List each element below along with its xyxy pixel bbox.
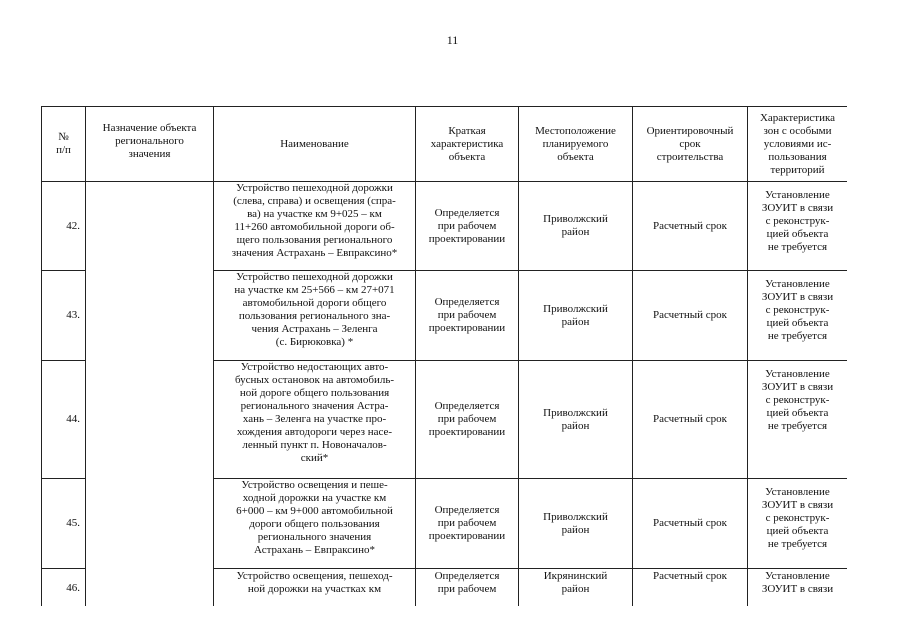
object-location — [519, 569, 633, 607]
text-line: Устройство пешеходной дорожки — [236, 271, 393, 283]
text-line: цией объекта — [766, 317, 829, 329]
text-line: (с. Бирюковка) * — [275, 336, 354, 348]
text-line: проектировании — [428, 426, 506, 438]
text-line: Приволжский — [543, 510, 608, 523]
text-line: Установление — [765, 368, 830, 380]
text-line: цией объекта — [766, 407, 829, 419]
object-name — [214, 479, 416, 569]
brief-characteristic — [416, 182, 519, 271]
text-line: ленный пункт п. Новоначалов- — [242, 439, 387, 451]
text-line: значения Астрахань – Евпраксино* — [231, 247, 398, 259]
text-line: пользования — [768, 150, 827, 163]
text-line: Устройство пешеходной дорожки — [236, 182, 393, 194]
text-line: Установление — [765, 486, 830, 498]
object-location — [519, 182, 633, 271]
text-line: ЗОУИТ в связи — [761, 202, 834, 214]
text-line: Определяется — [434, 570, 500, 582]
text-line: Приволжский — [543, 406, 608, 419]
header-name — [214, 107, 416, 182]
header-location — [519, 107, 633, 182]
construction-term — [633, 569, 748, 607]
text-line: Определяется — [434, 296, 500, 308]
brief-characteristic — [416, 569, 519, 607]
text-line: район — [561, 523, 590, 536]
header-zones — [748, 107, 848, 182]
text-line: Определяется — [434, 206, 500, 219]
zones-characteristic — [748, 361, 848, 479]
text-line: регионального — [115, 135, 184, 147]
construction-term — [633, 361, 748, 479]
text-line: Приволжский — [543, 213, 608, 225]
text-line: Устройство освещения, пешеход- — [236, 570, 393, 582]
object-name — [214, 361, 416, 479]
zones-characteristic — [748, 569, 848, 607]
text-line: значения — [128, 148, 171, 160]
text-line: Устройство недостающих авто- — [240, 361, 389, 373]
text-line: Ориентировочный — [646, 124, 734, 137]
text-line: с реконструк- — [765, 304, 830, 316]
zones-characteristic — [748, 479, 848, 569]
text-line: хождения автодороги через насе- — [236, 426, 393, 438]
text-line: с реконструк- — [765, 215, 830, 227]
zones-characteristic — [748, 182, 848, 271]
header-purpose — [86, 107, 214, 182]
text-line: район — [561, 419, 590, 432]
text-line: ной дорожки на участках км — [247, 583, 382, 595]
text-line: регионального значения — [257, 531, 372, 543]
text-line: Икрянинский — [543, 570, 608, 582]
text-line: ва) на участке км 9+025 – км — [247, 208, 382, 220]
object-name — [214, 271, 416, 361]
text-line: Определяется — [434, 400, 500, 412]
text-line: Местоположение — [535, 124, 616, 137]
text-line: Краткая — [448, 124, 486, 137]
text-line: при рабочем — [437, 219, 497, 232]
page-number: 11 — [446, 33, 459, 47]
text-line: п/п — [56, 144, 71, 156]
text-line: на участке км 25+566 – км 27+071 — [234, 284, 395, 296]
text-line: при рабочем — [437, 413, 497, 425]
object-location — [519, 271, 633, 361]
text-line: объекта — [557, 150, 594, 163]
text-line: (слева, справа) и освещения (спра- — [233, 195, 396, 207]
text-line: ЗОУИТ в связи — [761, 583, 834, 595]
table-row — [42, 182, 848, 271]
text-line: Назначение объекта — [102, 122, 197, 134]
text-line: не требуется — [767, 538, 828, 550]
text-line: Расчетный срок — [652, 413, 728, 425]
purpose-cell — [86, 182, 214, 607]
text-line: Установление — [765, 189, 830, 201]
brief-characteristic — [416, 479, 519, 569]
text-line: Устройство освещения и пеше- — [241, 479, 388, 491]
row-number: 43. — [42, 271, 86, 361]
text-line: не требуется — [767, 420, 828, 432]
text-line: Наименование — [280, 137, 349, 150]
text-line: ЗОУИТ в связи — [761, 291, 834, 303]
text-line: 11+260 автомобильной дороги об- — [234, 221, 395, 233]
object-name — [214, 182, 416, 271]
text-line: район — [561, 226, 590, 238]
text-line: Приволжский — [543, 302, 608, 315]
text-line: проектировании — [428, 322, 506, 334]
row-number: 44. — [42, 361, 86, 479]
text-line: дороги общего пользования — [249, 518, 380, 530]
text-line: при рабочем — [437, 517, 497, 529]
construction-term — [633, 182, 748, 271]
text-line: ЗОУИТ в связи — [761, 381, 834, 393]
object-location — [519, 479, 633, 569]
text-line: цией объекта — [766, 525, 829, 537]
row-number: 42. — [42, 182, 86, 271]
text-line: ходной дорожки на участке км — [242, 492, 387, 504]
header-brief — [416, 107, 519, 182]
text-line: срок — [679, 137, 701, 150]
text-line: Установление — [765, 570, 830, 582]
text-line: щего пользования регионального — [236, 234, 393, 246]
text-line: пользования регионального зна- — [238, 310, 391, 322]
text-line: № — [58, 131, 69, 143]
text-line: планируемого — [542, 137, 609, 150]
text-line: Расчетный срок — [652, 517, 728, 529]
text-line: автомобильной дороги общего — [242, 297, 387, 309]
text-line: ский* — [300, 452, 329, 464]
objects-table — [41, 106, 847, 606]
text-line: Установление — [765, 278, 830, 290]
text-line: чения Астрахань – Зеленга — [251, 323, 378, 335]
text-line: при рабочем — [437, 309, 497, 321]
table-header-row — [42, 107, 848, 182]
object-name — [214, 569, 416, 607]
text-line: цией объекта — [766, 228, 829, 240]
text-line: район — [561, 315, 590, 328]
text-line: Астрахань – Евпраксино* — [254, 544, 375, 556]
text-line: Расчетный срок — [652, 219, 728, 232]
text-line: Характеристика — [759, 111, 836, 124]
text-line: условиями ис- — [763, 137, 832, 150]
text-line: Расчетный срок — [652, 570, 728, 582]
text-line: ЗОУИТ в связи — [761, 499, 834, 511]
brief-characteristic — [416, 361, 519, 479]
text-line: Расчетный срок — [652, 309, 728, 321]
zones-characteristic — [748, 271, 848, 361]
text-line: территорий — [770, 163, 825, 176]
construction-term — [633, 271, 748, 361]
text-line: хань – Зеленга на участке про- — [242, 413, 387, 425]
text-line: строительства — [656, 150, 724, 163]
text-line: проектировании — [428, 232, 506, 245]
row-number: 46. — [42, 569, 86, 607]
header-num — [42, 107, 86, 182]
header-term — [633, 107, 748, 182]
brief-characteristic — [416, 271, 519, 361]
text-line: при рабочем — [437, 583, 497, 595]
object-location — [519, 361, 633, 479]
text-line: 6+000 – км 9+000 автомобильной — [236, 505, 393, 517]
text-line: характеристика — [430, 137, 504, 150]
text-line: объекта — [448, 150, 486, 163]
row-number: 45. — [42, 479, 86, 569]
text-line: с реконструк- — [765, 394, 830, 406]
table-container — [41, 106, 847, 606]
text-line: бусных остановок на автомобиль- — [234, 374, 395, 386]
text-line: район — [561, 583, 590, 595]
text-line: Определяется — [434, 504, 500, 516]
text-line: с реконструк- — [765, 512, 830, 524]
text-line: не требуется — [767, 330, 828, 342]
text-line: зон с особыми — [763, 124, 832, 137]
text-line: не требуется — [767, 241, 828, 253]
text-line: проектировании — [428, 530, 506, 542]
construction-term — [633, 479, 748, 569]
text-line: регионального значения Астра- — [240, 400, 389, 412]
text-line: ной дороге общего пользования — [239, 387, 390, 399]
